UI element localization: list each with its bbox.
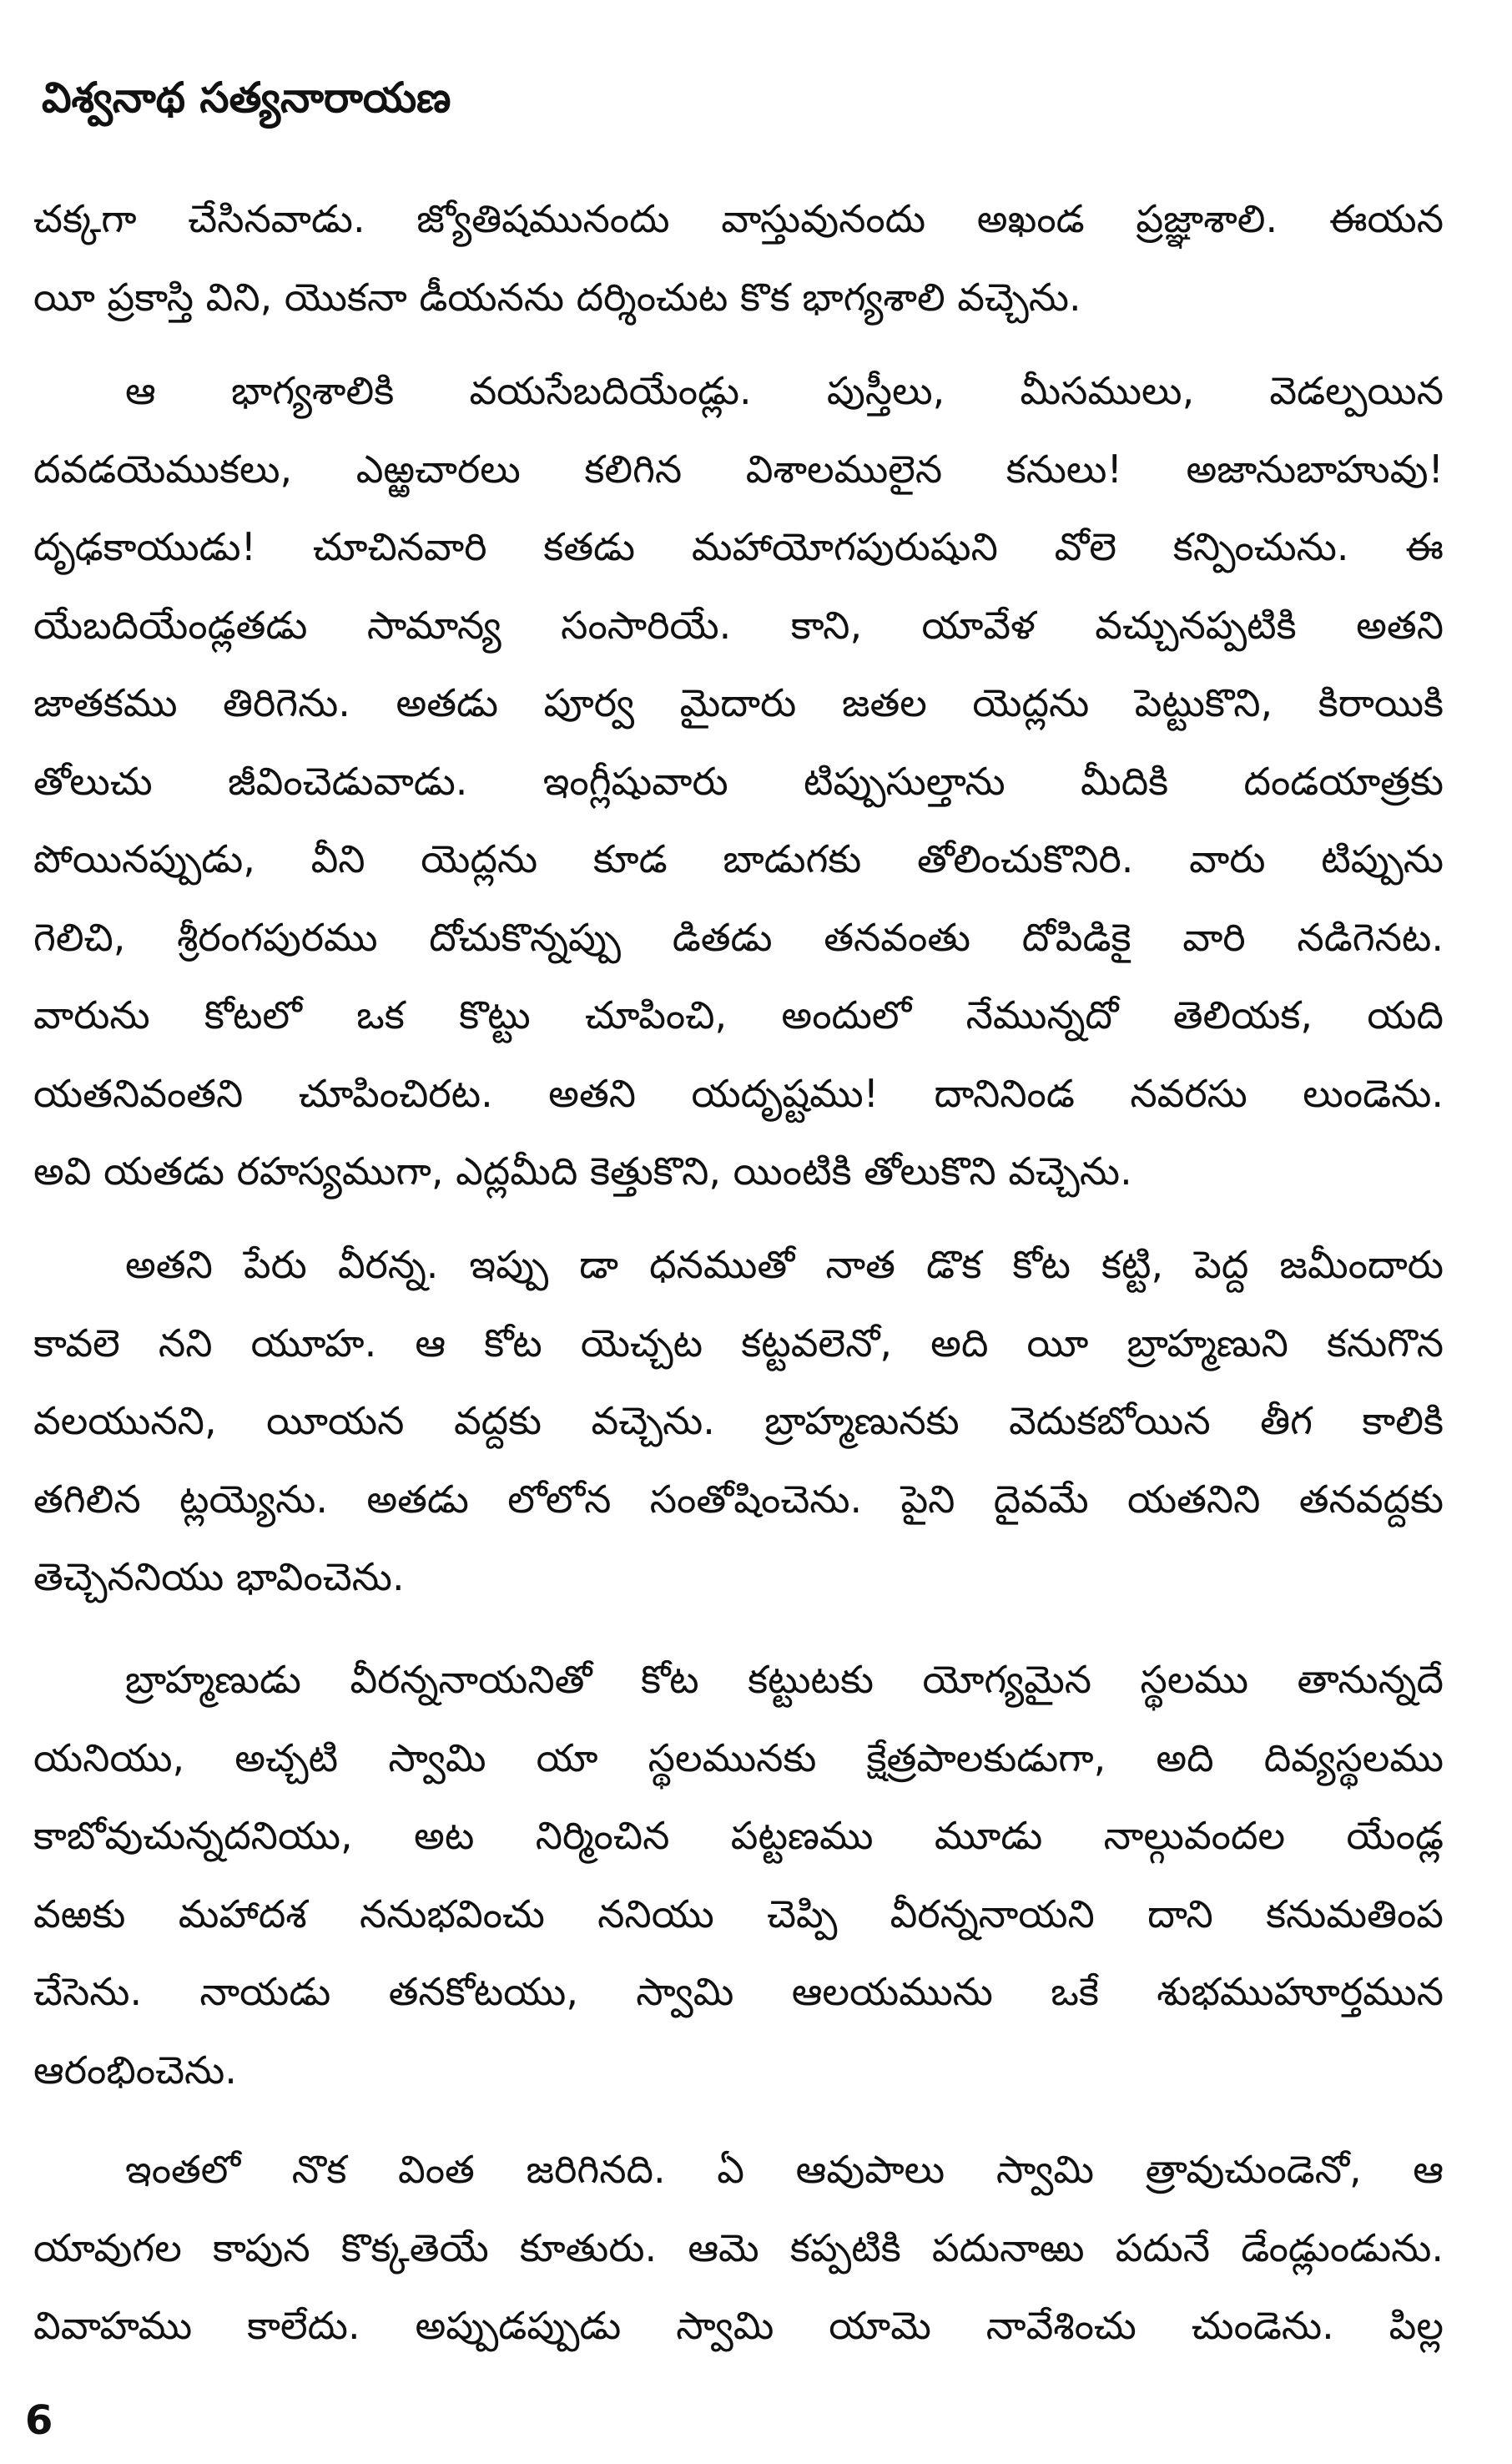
text-line: యీ ప్రకాస్తి విని, యొకనా డీయనను దర్శించుట కొక భాగ్యశాలి వచ్చెను. bbox=[33, 274, 1081, 320]
paragraph-4 bbox=[33, 1641, 1444, 2109]
text-line: కావలె నని యూహ. ఆ కోట యెచ్చట కట్టవలెనో, అది యీ బ్రాహ్మణుని కనుగొన bbox=[33, 1320, 1444, 1366]
text-line: జాతకము తిరిగెను. అతడు పూర్వ మైదారు జతల యెద్లను పెట్టుకొని, కిరాయికి bbox=[33, 680, 1444, 725]
paragraph-5 bbox=[33, 2131, 1444, 2366]
text-line: తోలుచు జీవించెడువాడు. ఇంగ్లీషువారు టిప్పుసుల్తాను మీదికి దండయాత్రకు bbox=[33, 758, 1444, 804]
paragraph-2 bbox=[33, 352, 1444, 1211]
text-line: యనియు, అచ్చటి స్వామి యా స్థలమునకు క్షేత్రపాలకుడుగా, అది దివ్యస్థలము bbox=[33, 1734, 1444, 1780]
text-line: ఇంతలో నొక వింత జరిగినది. ఏ ఆవుపాలు స్వామి త్రావుచుండెనో, ఆ bbox=[125, 2147, 1444, 2192]
text-line: వఱకు మహాదశ ననుభవించు ననియు చెప్పి వీరన్ననాయని దాని కనుమతింప bbox=[33, 1891, 1444, 1936]
text-line: దవడయెముకలు, ఎఱ్ఱచారలు కలిగిన విశాలములైన కనులు! అజానుబాహువు! bbox=[33, 446, 1444, 492]
text-line: గెలిచి, శ్రీరంగపురము దోచుకొన్నప్పు డితడు తనవంతు దోపిడికై వారి నడిగెనట. bbox=[33, 914, 1444, 960]
text-line: చేసెను. నాయడు తనకోటయు, స్వామి ఆలయమును ఒకే శుభముహూర్తమున bbox=[33, 1969, 1444, 2014]
text-line: అతని పేరు వీరన్న. ఇప్పు డా ధనముతో నాత డొక కోట కట్టి, పెద్ద జమీందారు bbox=[125, 1242, 1444, 1287]
text-line: వారును కోటలో ఒక కొట్టు చూపించి, అందులో నేమున్నదో తెలియక, యది bbox=[33, 992, 1444, 1038]
text-line: వలయునని, యీయన వద్దకు వచ్చెను. బ్రాహ్మణునకు వెదుకబోయిన తీగ కాలికి bbox=[33, 1398, 1444, 1443]
text-line: కాబోవుచున్నదనియు, అట నిర్మించిన పట్టణము మూడు నాల్గువందల యేండ్ల bbox=[33, 1813, 1444, 1858]
page-number: 6 bbox=[25, 2397, 53, 2444]
running-header-author: విశ్వనాథ సత్యనారాయణ bbox=[42, 73, 451, 122]
text-line: పోయినప్పుడు, వీని యెద్లను కూడ బాడుగకు తోలించుకొనిరి. వారు టిప్పును bbox=[33, 836, 1444, 881]
text-line: తెచ్చెననియు భావించెను. bbox=[33, 1554, 405, 1599]
text-line: యావుగల కాపున కొక్కతెయే కూతురు. ఆమె కప్పటికి పదునాఱు పదునే డేండ్లుండును. bbox=[33, 2224, 1444, 2270]
text-line: అవి యతడు రహస్యముగా, ఎద్లమీది కెత్తుకొని, యింటికి తోలుకొని వచ్చెను. bbox=[33, 1149, 1132, 1194]
paragraph-3 bbox=[33, 1226, 1444, 1617]
text-line: తగిలిన ట్లయ్యెను. అతడు లోలోన సంతోషించెను. పైని దైవమే యతనిని తనవద్దకు bbox=[33, 1476, 1444, 1522]
text-line: యతనివంతని చూపించిరట. అతని యదృష్టము! దానినిండ నవరసు లుండెను. bbox=[33, 1070, 1444, 1116]
text-line: ఆరంభించెను. bbox=[33, 2047, 237, 2093]
text-line: చక్కగా చేసినవాడు. జ్యోతిషమునందు వాస్తువునందు అఖండ ప్రజ్ఞాశాలి. ఈయన bbox=[33, 196, 1444, 241]
text-line: యేబదియేండ్లతడు సామాన్య సంసారియే. కాని, యావేళ వచ్చునప్పటికి అతని bbox=[33, 602, 1444, 648]
text-line: దృఢకాయుడు! చూచినవారి కతడు మహాయోగపురుషుని వోలె కన్పించును. ఈ bbox=[33, 524, 1444, 569]
text-line: వివాహము కాలేదు. అప్పుడప్పుడు స్వామి యామె నావేశించు చుండెను. పిల్ల bbox=[33, 2303, 1444, 2348]
text-line: ఆ భాగ్యశాలికి వయసేబదియేండ్లు. పుస్తీలు, మీసములు, వెడల్పయిన bbox=[125, 368, 1444, 413]
paragraph-1 bbox=[33, 180, 1444, 336]
text-line: బ్రాహ్మణుడు వీరన్ననాయనితో కోట కట్టుటకు యోగ్యమైన స్థలము తానున్నదే bbox=[125, 1657, 1444, 1702]
